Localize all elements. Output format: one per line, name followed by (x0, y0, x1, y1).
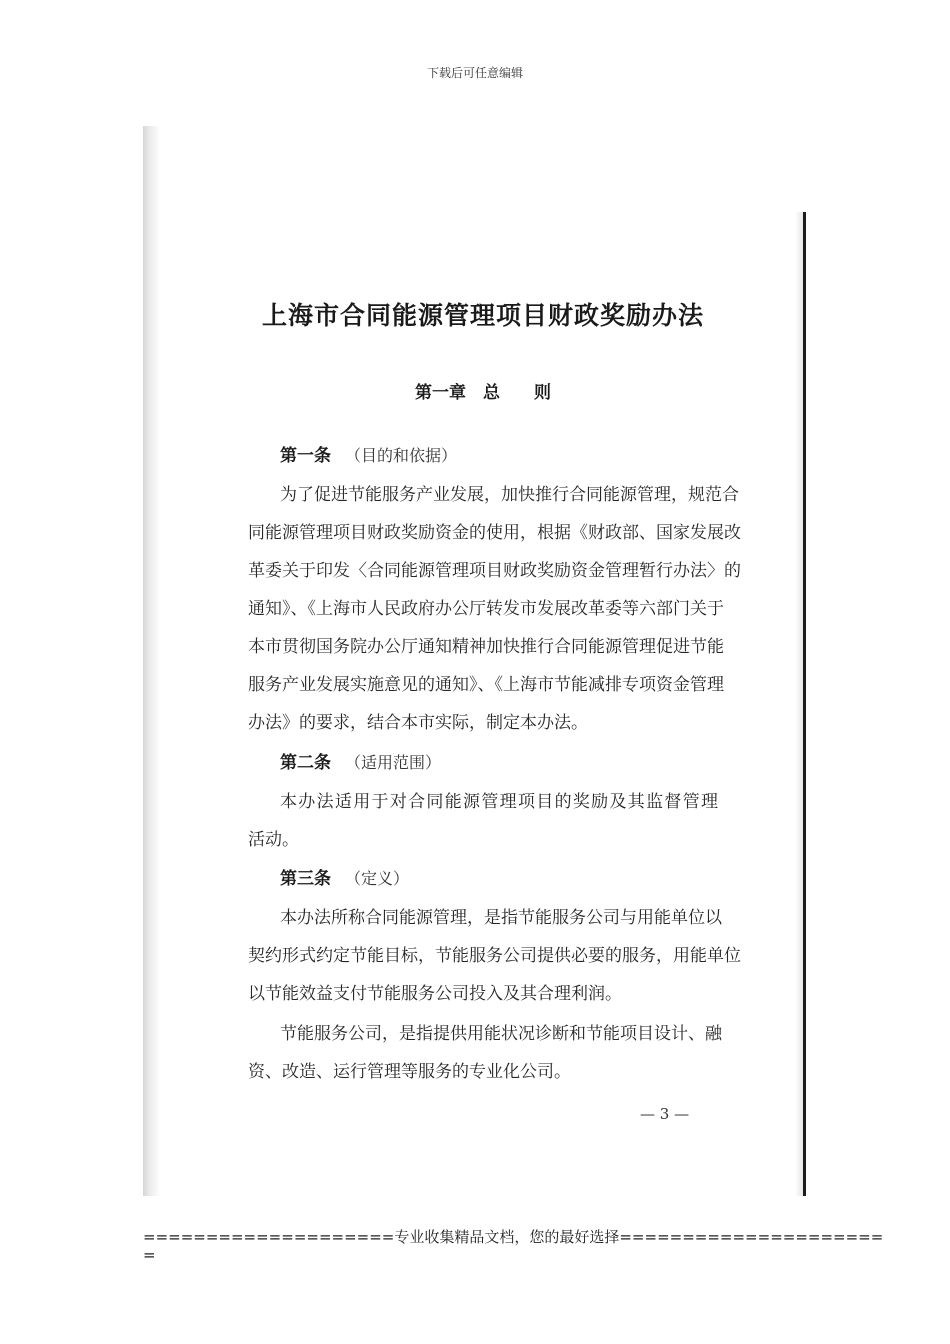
footer-banner-tail: = (143, 1246, 156, 1264)
paragraph-line: 同能源管理项目财政奖励资金的使用，根据《财政部、国家发展改 (248, 523, 741, 543)
paragraph-line: 本办法所称合同能源管理，是指节能服务公司与用能单位以 (280, 908, 722, 928)
paragraph-line: 节能服务公司，是指提供用能状况诊断和节能项目设计、融 (280, 1024, 722, 1044)
paragraph-line: 服务产业发展实施意见的通知》、《上海市节能减排专项资金管理 (248, 675, 724, 695)
scan-right-edge (803, 212, 806, 1196)
scan-right-shadow (795, 212, 803, 1196)
header-note: 下载后可任意编辑 (426, 66, 523, 80)
footer-banner: ====================专业收集精品文档，您的最好选择===================== (143, 1228, 884, 1246)
paragraph-line: 办法》的要求，结合本市实际，制定本办法。 (248, 713, 588, 733)
article-number: 第二条 (280, 753, 331, 773)
article-topic: （定义） (345, 869, 410, 888)
article-heading (280, 441, 457, 466)
paragraph-line: 本市贯彻国务院办公厅通知精神加快推行合同能源管理促进节能 (248, 637, 724, 657)
paragraph-line: 本办法适用于对合同能源管理项目的奖励及其监督管理 (280, 792, 718, 812)
paragraph-line: 活动。 (248, 830, 299, 850)
article-number: 第三条 (280, 869, 331, 889)
paragraph-line: 通知》、《上海市人民政府办公厅转发市发展改革委等六部门关于 (248, 599, 724, 619)
paragraph-line: 为了促进节能服务产业发展，加快推行合同能源管理，规范合 (280, 485, 739, 505)
page-number: — 3 — (640, 1105, 690, 1123)
scan-left-edge (143, 126, 160, 1196)
paragraph-line: 契约形式约定节能目标，节能服务公司提供必要的服务，用能单位 (248, 946, 741, 966)
article-heading (280, 748, 441, 773)
paragraph-line: 资、改造、运行管理等服务的专业化公司。 (248, 1062, 571, 1082)
article-number: 第一条 (280, 446, 331, 466)
paragraph-line: 革委关于印发〈合同能源管理项目财政奖励资金管理暂行办法〉的 (248, 561, 741, 581)
paragraph-line: 以节能效益支付节能服务公司投入及其合理利润。 (248, 984, 622, 1004)
article-topic: （适用范围） (345, 753, 442, 772)
document-title: 上海市合同能源管理项目财政奖励办法 (261, 301, 704, 330)
article-topic: （目的和依据） (345, 446, 458, 465)
article-heading (280, 864, 409, 889)
chapter-title: 第一章 总 则 (415, 383, 551, 403)
